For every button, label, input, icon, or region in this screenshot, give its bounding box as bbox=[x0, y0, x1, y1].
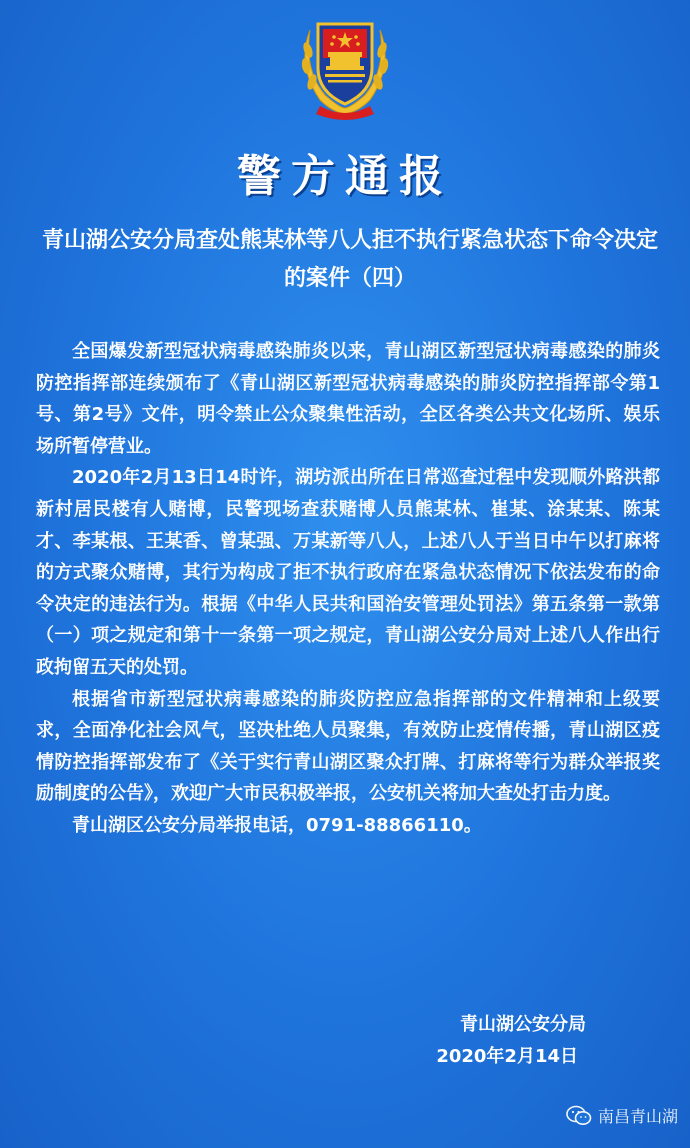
notice-body bbox=[36, 336, 660, 842]
account-watermark bbox=[566, 1104, 678, 1127]
subtitle bbox=[38, 222, 662, 298]
paragraph-4: 青山湖区公安分局举报电话，0791-88866110。 bbox=[72, 814, 482, 836]
account-name: 南昌青山湖 bbox=[597, 1107, 678, 1126]
paragraph-1: 全国爆发新型冠状病毒感染肺炎以来，青山湖区新型冠状病毒感染的肺炎防控指挥部连续颁布了《青山湖区新型冠状病毒感染的肺炎防控指挥部令第1号、第2号》文件，明令禁止公众聚集性活动，全区各类公共文化场所、娱乐场所暂停营业。 bbox=[36, 341, 660, 457]
signature-date: 2020年2月14日 bbox=[436, 1046, 578, 1067]
police-emblem-icon bbox=[290, 10, 400, 120]
signature-org: 青山湖公安分局 bbox=[460, 1014, 586, 1035]
paragraph-2: 2020年2月13日14时许，湖坊派出所在日常巡查过程中发现顺外路洪都新村居民楼有人赌博，民警现场查获赌博人员熊某林、崔某、涂某某、陈某才、李某根、王某香、曾某强、万某新等八人，上述八人于当日中午以打麻将的方式聚众赌博，其行为构成了拒不执行政府在紧急状态情况下依法发布的命令决定的违法行为。根据《中华人民共和国治安管理处罚法》第五条第一款第（一）项之规定和第十一条第一项之规定，青山湖公安分局对上述八人作出行政拘留五天的处罚。 bbox=[36, 467, 660, 678]
subtitle-line-1: 青山湖公安分局查处熊某林等八人拒不执行紧急状态下命令决定 bbox=[41, 228, 658, 253]
subtitle-line-2: 的案件（四） bbox=[283, 266, 416, 291]
wechat-icon bbox=[566, 1105, 592, 1127]
paragraph-3: 根据省市新型冠状病毒感染的肺炎防控应急指挥部的文件精神和上级要求，全面净化社会风气，坚决杜绝人员聚集，有效防止疫情传播，青山湖区疫情防控指挥部发布了《关于实行青山湖区聚众打牌、打麻将等行为群众举报奖励制度的公告》，欢迎广大市民积极举报，公安机关将加大查处打击力度。 bbox=[36, 688, 660, 805]
headline: 警方通报 bbox=[237, 151, 453, 202]
